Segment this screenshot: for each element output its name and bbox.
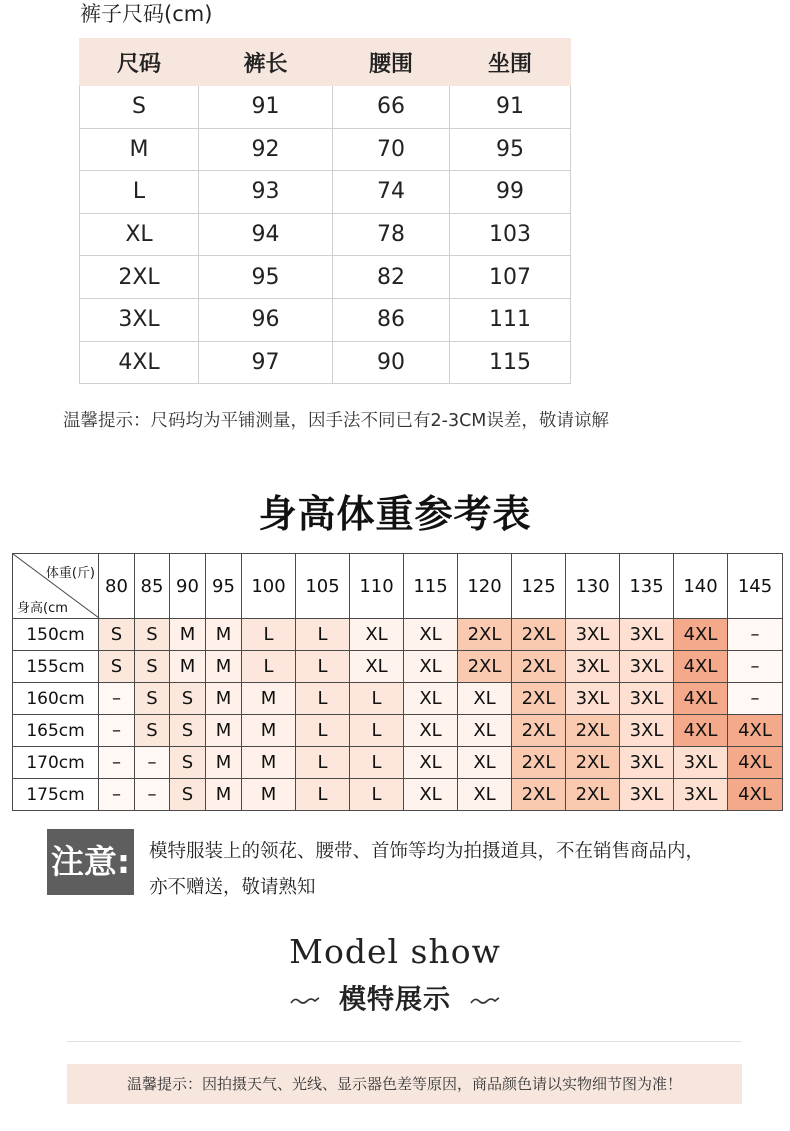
size-cell: 4XL	[728, 779, 783, 811]
weight-header: 105	[296, 554, 350, 619]
size-cell: L	[242, 651, 296, 683]
cell-size: 4XL	[80, 341, 199, 384]
notice-text-line2: 亦不赠送，敬请熟知	[149, 877, 316, 898]
cell-waist: 74	[333, 171, 450, 214]
size-cell: L	[350, 779, 404, 811]
size-cell: XL	[404, 747, 458, 779]
size-cell: XL	[350, 619, 404, 651]
cell-size: 2XL	[80, 256, 199, 299]
size-cell: 3XL	[620, 651, 674, 683]
size-cell: S	[170, 779, 206, 811]
size-cell: XL	[458, 683, 512, 715]
table-row	[13, 747, 783, 779]
size-cell: L	[296, 747, 350, 779]
cell-length: 94	[199, 213, 333, 256]
size-cell: 2XL	[566, 779, 620, 811]
size-cell: XL	[404, 683, 458, 715]
size-cell: M	[170, 619, 206, 651]
cell-waist: 86	[333, 298, 450, 341]
cell-hip: 111	[450, 298, 571, 341]
pants-size-header-row	[80, 39, 571, 86]
table-row	[80, 256, 571, 299]
size-cell: S	[170, 747, 206, 779]
cell-waist: 66	[333, 86, 450, 129]
size-cell: L	[296, 683, 350, 715]
cell-hip: 115	[450, 341, 571, 384]
cell-size: 3XL	[80, 298, 199, 341]
height-label: 175cm	[13, 779, 99, 811]
notice-label: 注意:	[50, 842, 131, 881]
size-cell: –	[728, 619, 783, 651]
height-label: 155cm	[13, 651, 99, 683]
table-row	[13, 715, 783, 747]
size-cell: –	[135, 747, 170, 779]
weight-header: 125	[512, 554, 566, 619]
table-row	[80, 213, 571, 256]
cell-length: 93	[199, 171, 333, 214]
size-cell: 4XL	[674, 619, 728, 651]
cell-hip: 99	[450, 171, 571, 214]
size-cell: M	[206, 747, 242, 779]
size-cell: L	[296, 715, 350, 747]
cell-size: XL	[80, 213, 199, 256]
weight-header: 130	[566, 554, 620, 619]
size-cell: M	[206, 779, 242, 811]
corner-weight-label: 体重(斤)	[45, 566, 95, 581]
wave-left-icon	[290, 995, 320, 1007]
size-cell: L	[296, 651, 350, 683]
size-cell: 4XL	[728, 747, 783, 779]
size-cell: –	[99, 683, 135, 715]
corner-height-label: 身高(cm	[17, 601, 68, 616]
model-show-heading: Model show	[289, 932, 501, 971]
table-row	[13, 651, 783, 683]
size-cell: M	[242, 747, 296, 779]
size-cell: 4XL	[674, 715, 728, 747]
color-tip: 温馨提示：因拍摄天气、光线、显示器色差等原因，商品颜色请以实物细节图为准！	[126, 1075, 682, 1093]
cell-length: 97	[199, 341, 333, 384]
weight-header: 110	[350, 554, 404, 619]
table-row	[13, 779, 783, 811]
divider	[67, 1041, 742, 1042]
size-cell: 2XL	[512, 715, 566, 747]
size-cell: S	[170, 683, 206, 715]
cell-size: M	[80, 128, 199, 171]
weight-header: 140	[674, 554, 728, 619]
notice-text-line1: 模特服装上的领花、腰带、首饰等均为拍摄道具，不在销售商品内，	[149, 841, 705, 862]
size-cell: XL	[404, 715, 458, 747]
size-cell: L	[350, 747, 404, 779]
pants-size-table	[79, 38, 571, 384]
size-cell: M	[170, 651, 206, 683]
size-cell: XL	[458, 715, 512, 747]
size-cell: S	[135, 651, 170, 683]
size-cell: L	[350, 683, 404, 715]
table-row	[80, 298, 571, 341]
cell-length: 91	[199, 86, 333, 129]
size-cell: M	[242, 683, 296, 715]
size-cell: 3XL	[620, 715, 674, 747]
size-cell: –	[728, 683, 783, 715]
size-cell: S	[135, 715, 170, 747]
weight-header-row	[13, 554, 783, 619]
size-cell: 3XL	[620, 747, 674, 779]
size-cell: L	[296, 779, 350, 811]
size-cell: 2XL	[458, 651, 512, 683]
cell-hip: 95	[450, 128, 571, 171]
weight-header: 90	[170, 554, 206, 619]
size-cell: S	[135, 683, 170, 715]
cell-hip: 91	[450, 86, 571, 129]
size-cell: –	[99, 747, 135, 779]
size-cell: 3XL	[620, 779, 674, 811]
table-row	[80, 128, 571, 171]
cell-length: 96	[199, 298, 333, 341]
size-cell: 2XL	[512, 651, 566, 683]
size-cell: M	[242, 779, 296, 811]
cell-length: 92	[199, 128, 333, 171]
size-cell: L	[296, 619, 350, 651]
size-cell: XL	[404, 619, 458, 651]
size-cell: 4XL	[674, 683, 728, 715]
cell-size: S	[80, 86, 199, 129]
size-cell: 2XL	[512, 779, 566, 811]
table-row	[80, 86, 571, 129]
table-row	[80, 341, 571, 384]
size-cell: –	[99, 715, 135, 747]
size-cell: S	[135, 619, 170, 651]
size-cell: 3XL	[674, 779, 728, 811]
size-cell: XL	[350, 651, 404, 683]
size-cell: S	[99, 619, 135, 651]
height-label: 160cm	[13, 683, 99, 715]
weight-header: 80	[99, 554, 135, 619]
pants-size-title: 裤子尺码(cm)	[80, 2, 213, 26]
size-cell: 2XL	[566, 715, 620, 747]
size-cell: 3XL	[566, 651, 620, 683]
corner-cell	[13, 554, 99, 619]
height-weight-title: 身高体重参考表	[258, 492, 532, 536]
size-cell: 3XL	[566, 619, 620, 651]
size-cell: 3XL	[566, 683, 620, 715]
table-row	[13, 683, 783, 715]
size-cell: XL	[404, 651, 458, 683]
weight-header: 145	[728, 554, 783, 619]
size-cell: –	[728, 651, 783, 683]
cell-length: 95	[199, 256, 333, 299]
table-row	[80, 171, 571, 214]
size-cell: XL	[458, 747, 512, 779]
measure-tip: 温馨提示：尺码均为平铺测量，因手法不同已有2-3CM误差，敬请谅解	[63, 411, 609, 431]
height-label: 170cm	[13, 747, 99, 779]
size-cell: M	[206, 715, 242, 747]
size-cell: –	[99, 779, 135, 811]
height-label: 150cm	[13, 619, 99, 651]
size-cell: M	[206, 651, 242, 683]
size-cell: 2XL	[512, 747, 566, 779]
size-cell: XL	[458, 779, 512, 811]
weight-header: 85	[135, 554, 170, 619]
size-cell: 2XL	[512, 683, 566, 715]
height-label: 165cm	[13, 715, 99, 747]
model-show-subheading-row	[0, 980, 790, 1021]
table-row	[13, 619, 783, 651]
cell-hip: 107	[450, 256, 571, 299]
size-cell: 3XL	[674, 747, 728, 779]
size-cell: 3XL	[620, 619, 674, 651]
size-cell: 2XL	[458, 619, 512, 651]
size-cell: XL	[404, 779, 458, 811]
cell-waist: 90	[333, 341, 450, 384]
weight-header: 115	[404, 554, 458, 619]
wave-right-icon	[470, 995, 500, 1007]
height-weight-table	[12, 553, 783, 811]
weight-header: 95	[206, 554, 242, 619]
size-cell: 3XL	[620, 683, 674, 715]
cell-waist: 82	[333, 256, 450, 299]
size-cell: S	[170, 715, 206, 747]
weight-header: 120	[458, 554, 512, 619]
size-cell: 4XL	[728, 715, 783, 747]
header-waist: 腰围	[333, 39, 450, 86]
size-cell: 4XL	[674, 651, 728, 683]
size-cell: 2XL	[566, 747, 620, 779]
model-show-subheading: 模特展示	[339, 984, 451, 1016]
cell-hip: 103	[450, 213, 571, 256]
cell-waist: 70	[333, 128, 450, 171]
size-cell: L	[350, 715, 404, 747]
size-cell: S	[99, 651, 135, 683]
size-cell: M	[242, 715, 296, 747]
header-length: 裤长	[199, 39, 333, 86]
size-cell: L	[242, 619, 296, 651]
weight-header: 135	[620, 554, 674, 619]
size-cell: 2XL	[512, 619, 566, 651]
size-cell: –	[135, 779, 170, 811]
header-size: 尺码	[80, 39, 199, 86]
cell-waist: 78	[333, 213, 450, 256]
size-cell: M	[206, 683, 242, 715]
header-hip: 坐围	[450, 39, 571, 86]
weight-header: 100	[242, 554, 296, 619]
size-cell: M	[206, 619, 242, 651]
cell-size: L	[80, 171, 199, 214]
